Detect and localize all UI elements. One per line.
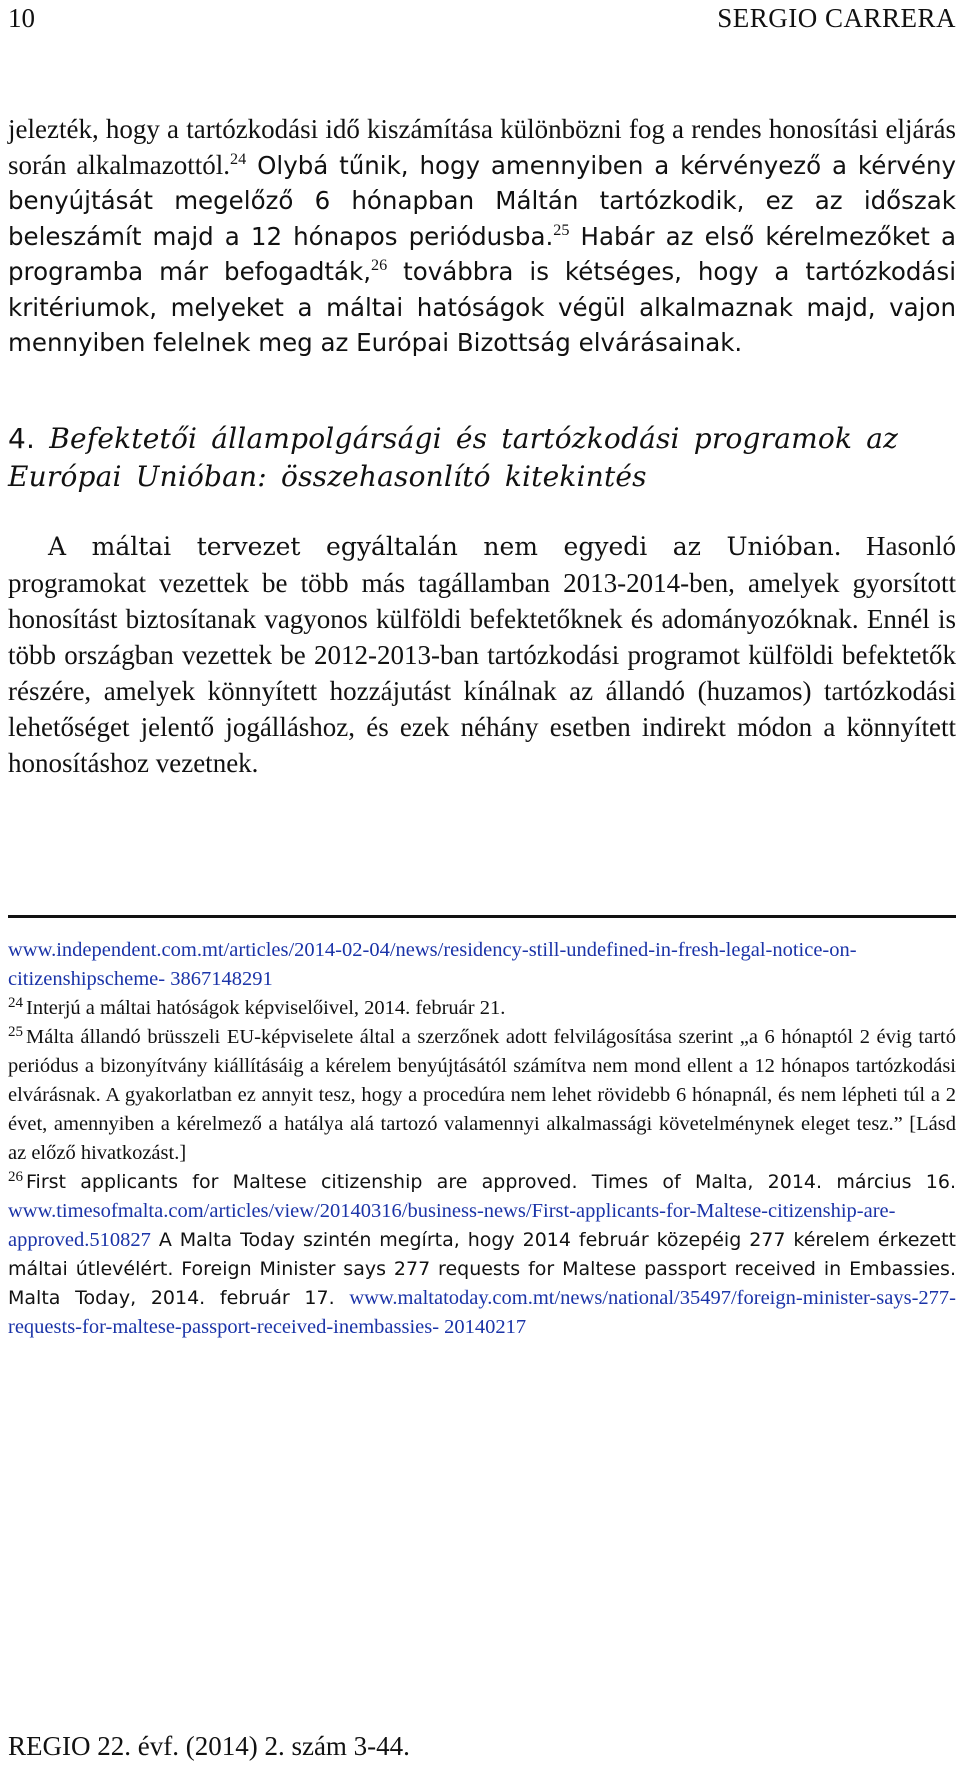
footnote-text: Interjú a máltai hatóságok képviselőivel, 2014. február 21. (26, 997, 506, 1019)
section-heading (8, 420, 956, 496)
body-paragraph-1 (8, 112, 956, 361)
footnote-text: Málta állandó brüsszeli EU-képviselete által a szerzőnek adott felvilágosítása szerint „a 6 hónaptól 2 évig tartó periódus a bizonyítvány kiállításáig a kérelem benyújtásától számítva nem mond ellent a 12 hónapos tartózkodási elvárásnak. A gyakorlatban ez annyit tesz, hogy a procedúra nem lehet rövidebb 6 hónapnál, és nem lépheti túl a 2 évet, amennyiben a kérelmező a hatálya alá tartozó valamennyi alkalmassági követelménynek eleget tesz.” [Lásd az előző hivatkozást.] (8, 1026, 956, 1164)
footnote-link[interactable]: www.maltatoday.com.mt/news/national/35497/foreign-minister-says-277-requests-for-maltese-passport-received-inembassies- 20140217 (8, 1287, 956, 1338)
section-number: 4. (8, 422, 36, 455)
page-header (8, 2, 956, 42)
footnote-25 (8, 1023, 956, 1168)
section-title: Befektetői állampolgársági és tartózkodási programok az Európai Unióban: összehasonlító kitekintés (8, 422, 899, 493)
document-page (8, 0, 956, 1772)
footnote-marker: 25 (8, 1024, 23, 1040)
running-head: SERGIO CARRERA (717, 3, 956, 33)
paragraph-text: Olybá tűnik, hogy amennyiben a kérvényező a kérvény benyújtását megelőző 6 hónapban Máltán tartózkodik, ez az időszak beleszámít majd a 12 hónapos periódusba. (8, 150, 956, 251)
footnote-ref-24[interactable]: 24 (230, 149, 247, 168)
body-paragraph-2 (8, 528, 956, 781)
footnote-text: First applicants for Maltese citizenship are approved. Times of Malta, 2014. március 16. (26, 1171, 956, 1193)
footnote-marker: 26 (8, 1169, 23, 1185)
footnote-marker: 24 (8, 995, 23, 1011)
footnote-continuation (8, 936, 956, 994)
footnote-link[interactable]: www.independent.com.mt/articles/2014-02-04/news/residency-still-undefined-in-fresh-legal-notice-on-citizenshipscheme- 3867148291 (8, 939, 857, 990)
footnotes (8, 936, 956, 1342)
paragraph-text: továbbra is kétséges, hogy a tartózkodási kritériumok, melyeket a máltai hatóságok végül alkalmaznak majd, vajon mennyiben felelnek meg az Európai Bizottság elvárásainak. (8, 257, 957, 357)
paragraph-text: Hasonló programokat vezettek be több más tagállamban 2013-2014-ben, amelyek gyorsított honosítást biztosítanak vagyonos külföldi befektetőknek és adományozóknak. Ennél is több országban vezettek be 2012-2013-ban tartózkodási programot külföldi befektetők részére, amelyek könnyített hozzájutást kínálnak az állandó (huzamos) tartózkodási lehetőséget jelentő jogálláshoz, és ezek néhány esetben indirekt módon a könnyített honosításhoz vezetnek. (8, 531, 956, 778)
footnote-24 (8, 994, 956, 1023)
page-number: 10 (8, 3, 35, 33)
footnote-ref-25[interactable]: 25 (553, 220, 570, 239)
page-footer: REGIO 22. évf. (2014) 2. szám 3-44. (8, 1731, 410, 1761)
footnote-ref-26[interactable]: 26 (370, 256, 388, 274)
footnote-link[interactable]: www.timesofmalta.com/articles/view/20140316/business-news/First-applicants-for-Maltese-citizenship-are-approved.510827 (8, 1200, 896, 1251)
paragraph-text: jelezték, hogy a tartózkodási idő kiszámítása különbözni fog a rendes honosítási eljárás során alkalmazottól. (8, 114, 956, 180)
footnote-text: A Malta Today szintén megírta, hogy 2014 február közepéig 277 kérelem érkezett máltai útlevélért. Foreign Minister says 277 requests for Maltese passport received in Embassies. Malta Today, 2014. február 17. (8, 1229, 956, 1309)
paragraph-text: Habár az első kérelmezőket a programba már befogadták, (8, 221, 956, 286)
footnote-26 (8, 1168, 956, 1342)
footnote-separator (8, 915, 956, 918)
paragraph-text: A máltai tervezet egyáltalán nem egyedi az Unióban. (48, 532, 842, 561)
